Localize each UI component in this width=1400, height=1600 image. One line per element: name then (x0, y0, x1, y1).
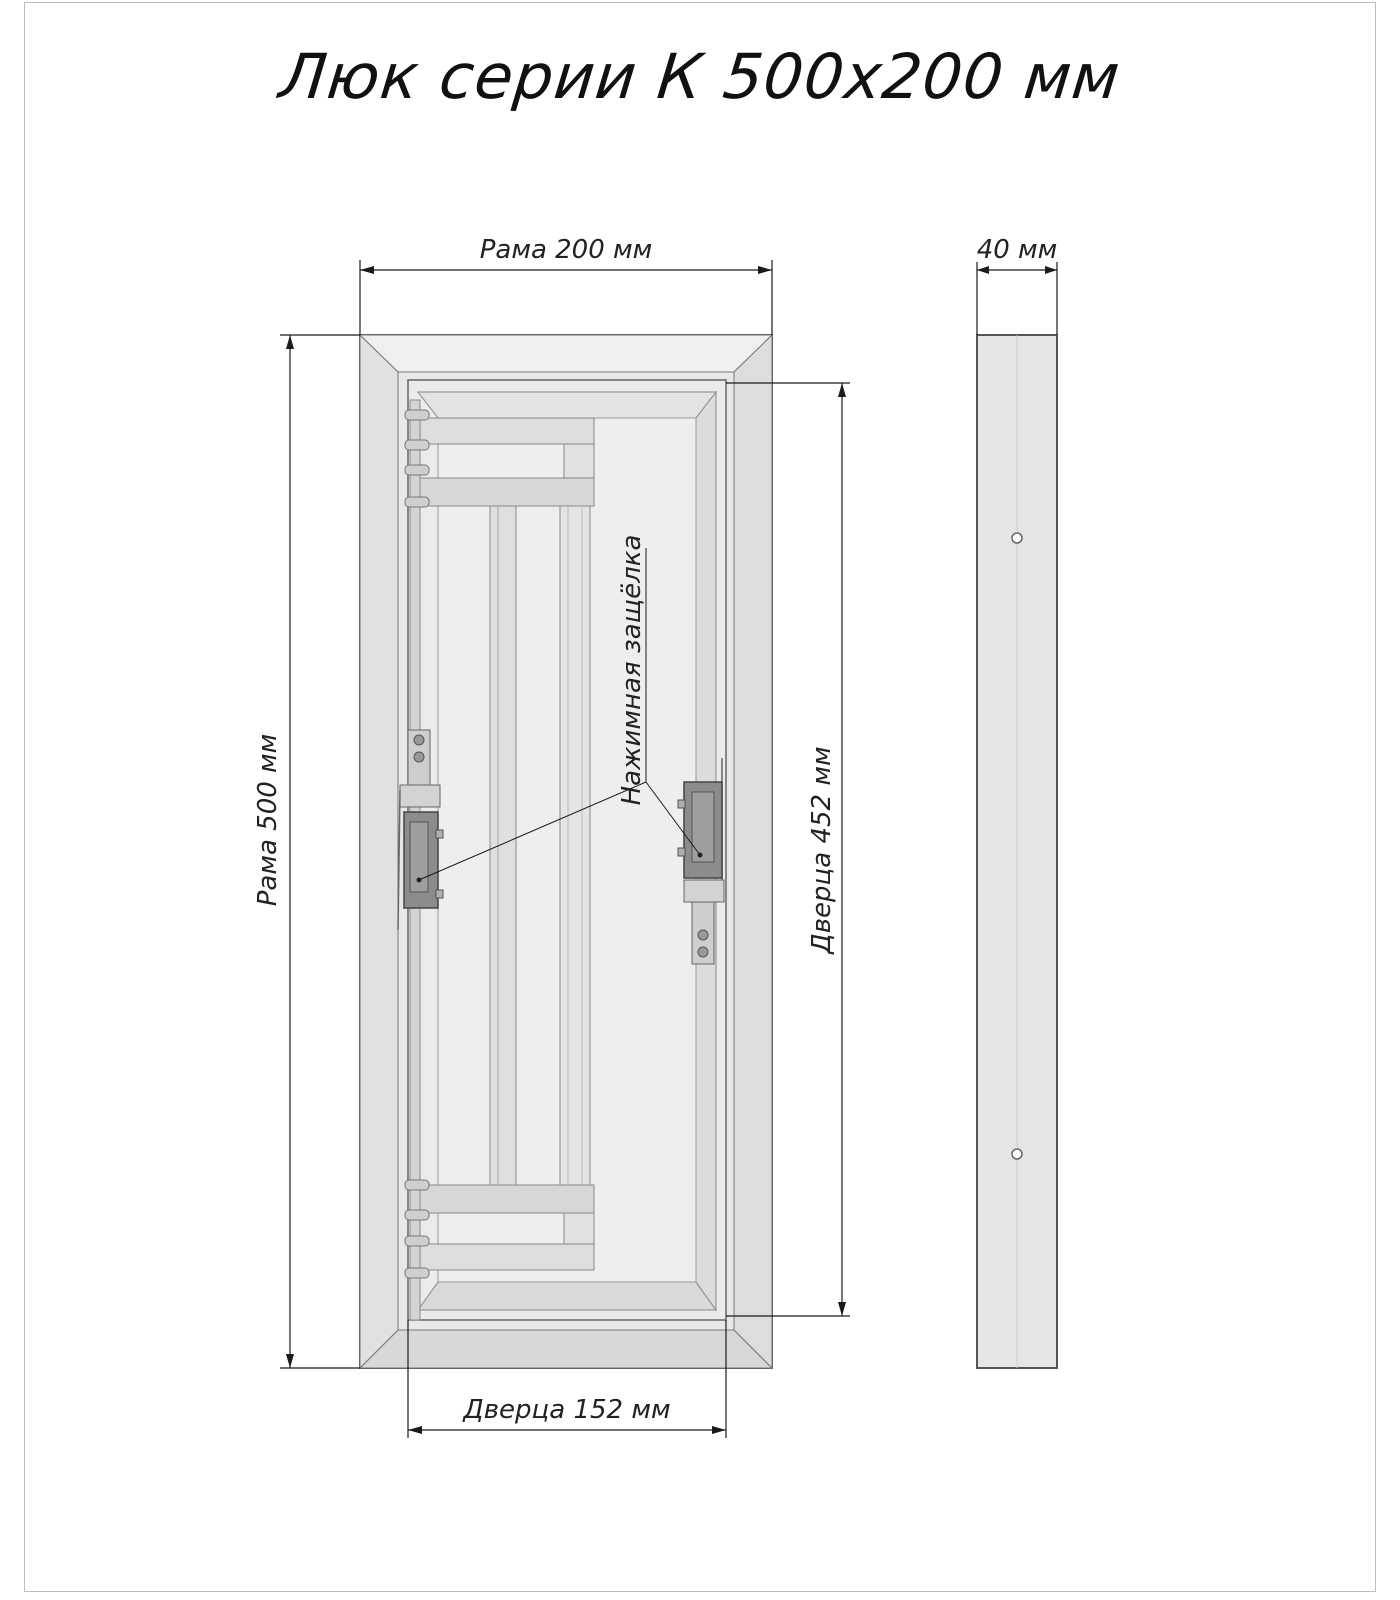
crossbar-bottom-2 (420, 1244, 594, 1270)
tube-left (490, 506, 516, 1185)
tube-right (560, 506, 590, 1185)
drawing-title: Люк серии К 500х200 мм (276, 40, 1124, 113)
frame-bevel-bottom (360, 1330, 772, 1368)
door-bevel-top (418, 392, 716, 418)
dim-door-height: Дверца 452 мм (807, 746, 837, 954)
crossbar-bottom-link (564, 1213, 594, 1244)
frame-bevel-top (360, 335, 772, 372)
dim-frame-height: Рама 500 мм (253, 733, 283, 907)
mount-hole-bottom (1012, 1149, 1022, 1159)
frame-bevel-left (360, 335, 398, 1368)
side-view (977, 335, 1057, 1368)
crossbar-top-1 (420, 418, 594, 444)
mount-hole-top (1012, 533, 1022, 543)
door-bevel-bottom (418, 1282, 716, 1310)
dim-frame-width: Рама 200 мм (479, 235, 653, 265)
hatch-frame (360, 335, 772, 1368)
frame-bevel-right (734, 335, 772, 1368)
crossbar-bottom-1 (420, 1185, 594, 1213)
dim-door-width: Дверца 152 мм (463, 1395, 671, 1425)
latch-callout-label: Нажимная защёлка (617, 534, 647, 806)
crossbar-top-2 (420, 478, 594, 506)
crossbar-top-link (564, 444, 594, 478)
dim-depth: 40 мм (976, 235, 1058, 265)
